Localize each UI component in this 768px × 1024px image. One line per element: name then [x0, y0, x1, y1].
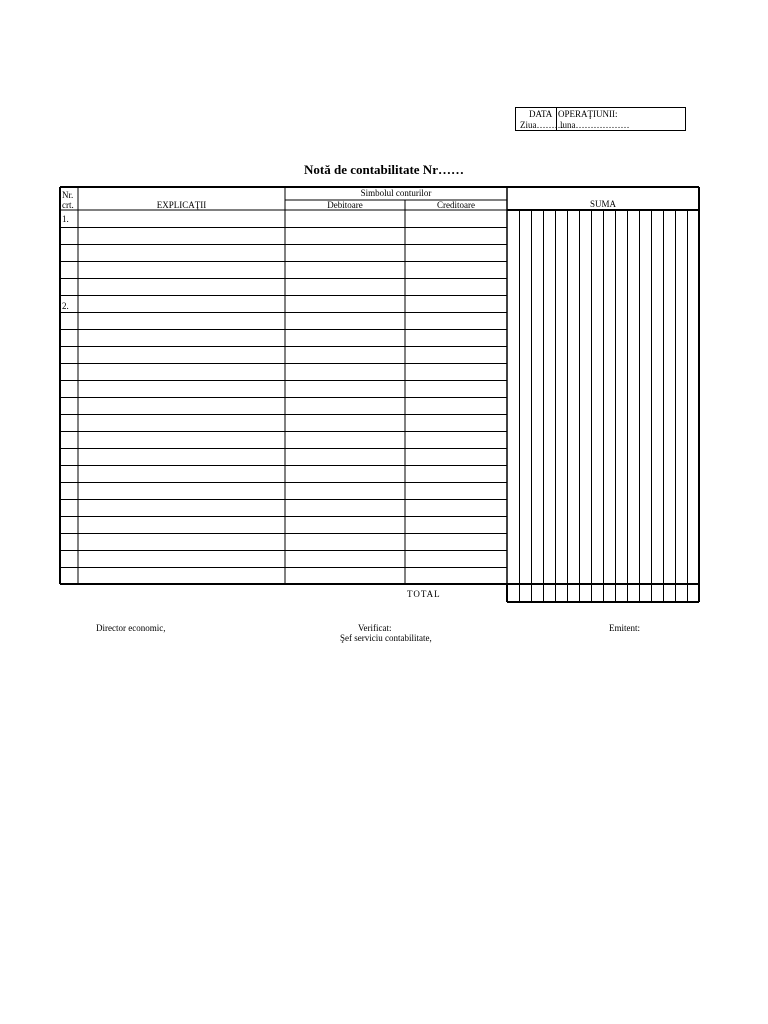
row-marker-1: 1.: [62, 214, 69, 224]
signature-emitent: Emitent:: [609, 623, 640, 633]
signature-director: Director economic,: [96, 623, 166, 633]
date-box-ziua-field[interactable]: Ziua………: [520, 120, 564, 130]
col-explicatii-label: EXPLICAŢII: [156, 200, 207, 210]
col-simbol-label: Simbolul conturilor: [360, 188, 432, 198]
col-creditoare-label: Creditoare: [437, 200, 475, 210]
signature-sef: Şef serviciu contabilitate,: [340, 633, 432, 643]
signature-verificat: Verificat:: [358, 623, 392, 633]
date-box-operatiunii-label: OPERAŢIUNII:: [558, 109, 618, 119]
col-debitoare-label: Debitoare: [327, 200, 363, 210]
col-nr-label: Nr.: [62, 190, 74, 200]
page-title: Notă de contabilitate Nr……: [304, 162, 464, 177]
row-marker-2: 2.: [62, 301, 69, 311]
date-box-luna-field[interactable]: luna………………: [560, 120, 630, 130]
date-box-data-label: DATA: [529, 109, 553, 119]
col-crt-label: crt.: [62, 200, 74, 210]
total-label: TOTAL: [407, 589, 441, 599]
col-suma-label: SUMA: [589, 199, 616, 209]
